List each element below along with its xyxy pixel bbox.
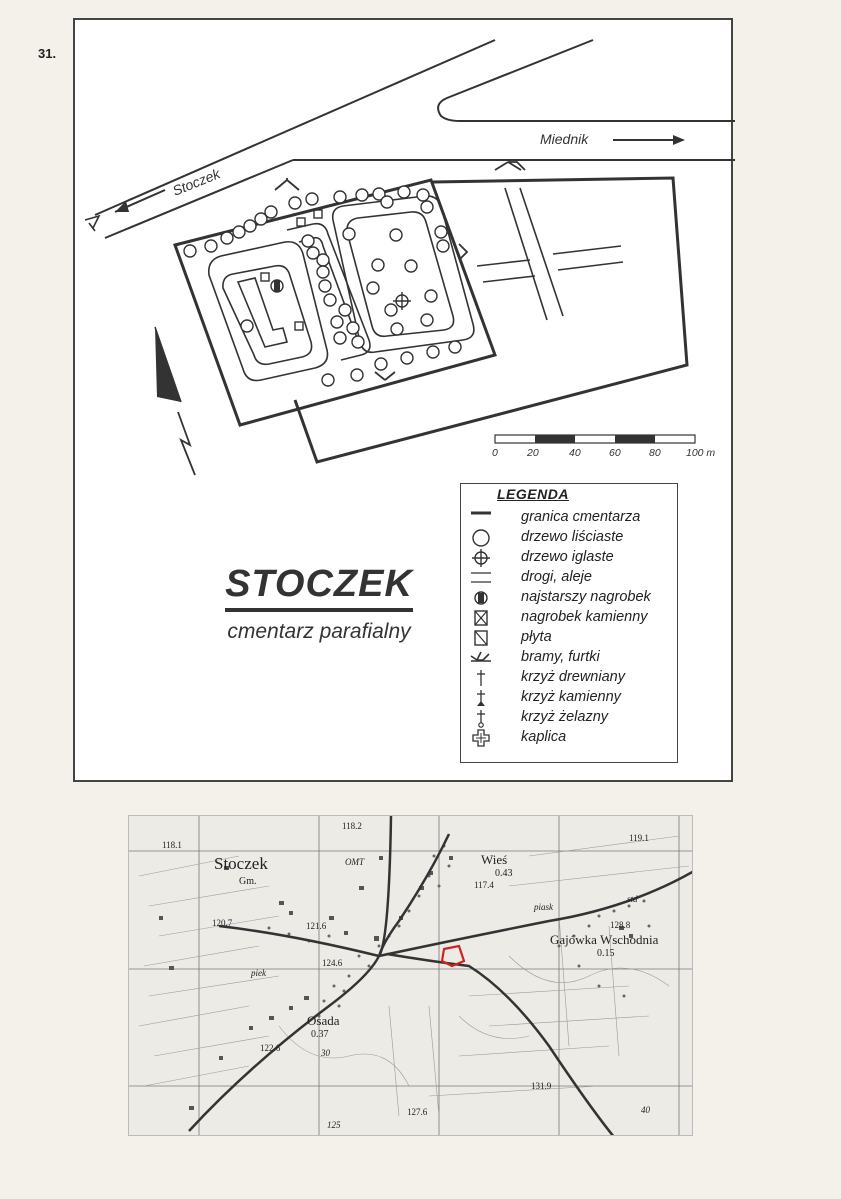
stone-cross-icon — [469, 688, 493, 708]
legend-label: drzewo liściaste — [521, 529, 624, 545]
topographic-map — [128, 815, 693, 1136]
stone-grave-icon — [469, 608, 493, 628]
label-omt: OMT — [345, 857, 365, 867]
grave-marker — [314, 210, 322, 218]
elevation-118-1: 118.1 — [162, 840, 182, 850]
legend-label: krzyż kamienny — [521, 689, 621, 705]
legend-item — [461, 548, 677, 568]
contour-40: 40 — [641, 1105, 650, 1115]
legend-label: krzyż drewniany — [521, 669, 625, 685]
elevation-122-6: 122.6 — [260, 1043, 281, 1053]
coniferous-tree-icon — [469, 548, 493, 568]
legend-label: kaplica — [521, 729, 567, 745]
buildings — [159, 856, 633, 1110]
wies-value: 0.43 — [495, 868, 513, 879]
legend-label: najstarszy nagrobek — [521, 589, 651, 605]
scale-label: 40 — [569, 447, 581, 459]
gajowka-value: 0.15 — [597, 948, 615, 959]
topographic-map-drawing — [129, 816, 693, 1136]
place-gm: Gm. — [239, 876, 257, 887]
page-number: 31. — [38, 46, 57, 61]
north-arrow-icon — [155, 327, 195, 475]
grave-marker — [295, 322, 303, 330]
scale-label: 0 — [492, 447, 498, 459]
grave-marker — [261, 273, 269, 281]
elevation-117-4: 117.4 — [474, 880, 494, 890]
legend-title: LEGENDA — [497, 486, 569, 502]
road-label-stoczek: Stoczek — [170, 165, 223, 199]
legend-item — [461, 528, 677, 548]
deciduous-tree-icon — [469, 528, 493, 548]
osada-value: 0.37 — [311, 1029, 329, 1040]
legend-item — [461, 708, 677, 728]
settlement-dots — [268, 845, 651, 1018]
place-wies: Wieś — [481, 852, 508, 867]
cemetery-boundary-new — [295, 178, 687, 462]
elevation-121-6: 121.6 — [306, 921, 327, 931]
cemetery-marker-icon — [85, 216, 99, 231]
plan-subtitle: cmentarz parafialny — [227, 620, 411, 643]
legend-item — [461, 608, 677, 628]
scale-bar — [495, 435, 695, 443]
legend-item — [461, 628, 677, 648]
label-std: std — [627, 894, 638, 904]
place-stoczek: Stoczek — [214, 854, 268, 873]
label-piek: piek — [251, 968, 266, 978]
legend-label: drogi, aleje — [521, 569, 592, 585]
label-piask: piask — [534, 902, 553, 912]
legend-item — [461, 688, 677, 708]
contour-125: 125 — [327, 1120, 341, 1130]
oldest-grave — [271, 280, 283, 292]
legend-label: bramy, furtki — [521, 649, 600, 665]
scale-label: 60 — [609, 447, 621, 459]
road-miednik-fork — [438, 40, 735, 121]
slab-icon — [469, 628, 493, 648]
road-label-miednik: Miednik — [540, 131, 589, 147]
elevation-131-9: 131.9 — [531, 1081, 552, 1091]
paths-icon — [469, 568, 493, 588]
oldest-grave-icon — [469, 588, 493, 608]
elevation-118-2: 118.2 — [342, 821, 362, 831]
elevation-127-6: 127.6 — [407, 1107, 428, 1117]
contour-30: 30 — [321, 1048, 330, 1058]
plan-title: STOCZEK — [225, 562, 413, 612]
field-boundaries — [139, 836, 689, 1116]
gate-icon — [469, 648, 493, 668]
legend — [460, 483, 678, 763]
elevation-128-8: 128.8 — [610, 920, 631, 930]
legend-item — [461, 728, 677, 748]
wooden-cross-icon — [469, 668, 493, 688]
cemetery-plan — [73, 18, 733, 782]
plan-title-block — [169, 562, 469, 644]
place-osada: Osada — [307, 1013, 340, 1028]
legend-item — [461, 508, 677, 528]
legend-item — [461, 588, 677, 608]
legend-label: krzyż żelazny — [521, 709, 609, 725]
chapel-icon — [469, 728, 493, 748]
legend-label: nagrobek kamienny — [521, 609, 648, 625]
scale-label: 80 — [649, 447, 661, 459]
elevation-124-6: 124.6 — [322, 958, 343, 968]
place-gajowka: Gajówka Wschodnia — [550, 932, 659, 947]
elevation-119-1: 119.1 — [629, 833, 649, 843]
legend-item — [461, 668, 677, 688]
legend-label: drzewo iglaste — [521, 549, 614, 565]
iron-cross-icon — [469, 708, 493, 728]
arrow-miednik-head — [673, 135, 685, 145]
legend-item — [461, 648, 677, 668]
elevation-120-7: 120.7 — [212, 918, 233, 928]
scale-label: 100 m — [686, 447, 716, 459]
extension-alleys — [477, 188, 623, 320]
legend-item — [461, 568, 677, 588]
scale-label: 20 — [527, 447, 539, 459]
legend-label: płyta — [521, 629, 552, 645]
boundary-line-icon — [469, 508, 493, 528]
legend-label: granica cmentarza — [521, 509, 641, 525]
grave-marker — [297, 218, 305, 226]
